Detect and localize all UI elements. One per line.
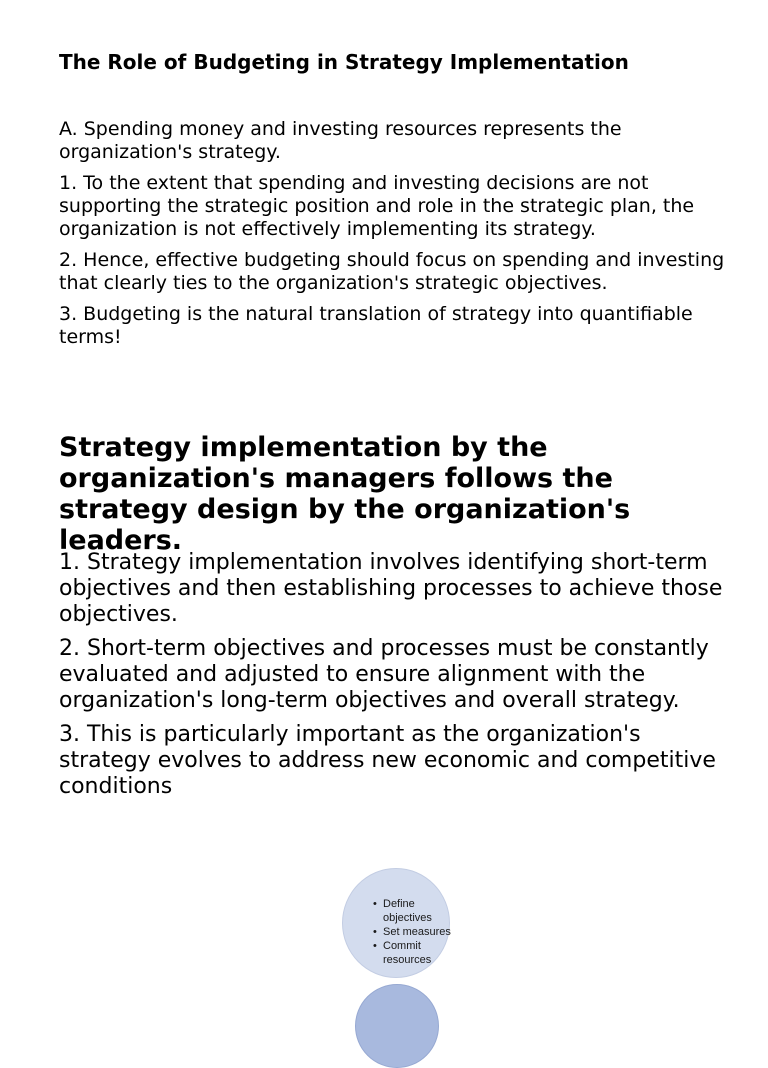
bullet-icon: •: [373, 898, 377, 910]
diagram-bubble-define: [342, 868, 450, 978]
diagram-item-text: Define: [383, 898, 415, 910]
diagram-item-text: Set measures: [383, 926, 451, 938]
diagram-item-set-measures: [373, 925, 451, 939]
paragraph-1: 1. To the extent that spending and investing decisions are not supporting the strategic position and role in the strategic plan, the organization is not effectively implementing its strategy.: [59, 172, 695, 240]
section-title-implementation: Strategy implementation by the organization's managers follows the strategy design by the organization's leaders.: [59, 432, 631, 556]
diagram-item-define-objectives: [373, 897, 451, 925]
section-body-implementation: [59, 550, 739, 808]
paragraph-a: A. Spending money and investing resources represents the organization's strategy.: [59, 118, 622, 163]
diagram-item-text: resources: [383, 954, 432, 966]
section-title-budgeting: The Role of Budgeting in Strategy Implementation: [59, 50, 629, 74]
bullet-icon: •: [373, 926, 377, 938]
implementation-paragraph-1: 1. Strategy implementation involves identifying short-term objectives and then establishing processes to achieve those objectives.: [59, 550, 723, 627]
bullet-icon: •: [373, 940, 377, 952]
section-body-budgeting: [59, 118, 729, 357]
diagram-item-text: objectives: [383, 912, 432, 924]
diagram-bullet-list: [373, 897, 451, 967]
paragraph-2: 2. Hence, effective budgeting should focus on spending and investing that clearly ties to the organization's strategic objectives.: [59, 249, 725, 294]
paragraph-3: 3. Budgeting is the natural translation of strategy into quantifiable terms!: [59, 303, 693, 348]
diagram-bubble-next: [355, 984, 439, 1068]
implementation-paragraph-3: 3. This is particularly important as the organization's strategy evolves to address new economic and competitive conditions: [59, 722, 716, 799]
diagram-item-text: Commit: [383, 940, 421, 952]
implementation-paragraph-2: 2. Short-term objectives and processes must be constantly evaluated and adjusted to ensure alignment with the organization's long-term objectives and overall strategy.: [59, 636, 709, 713]
process-diagram: [330, 860, 470, 1024]
diagram-item-commit-resources: [373, 939, 451, 967]
